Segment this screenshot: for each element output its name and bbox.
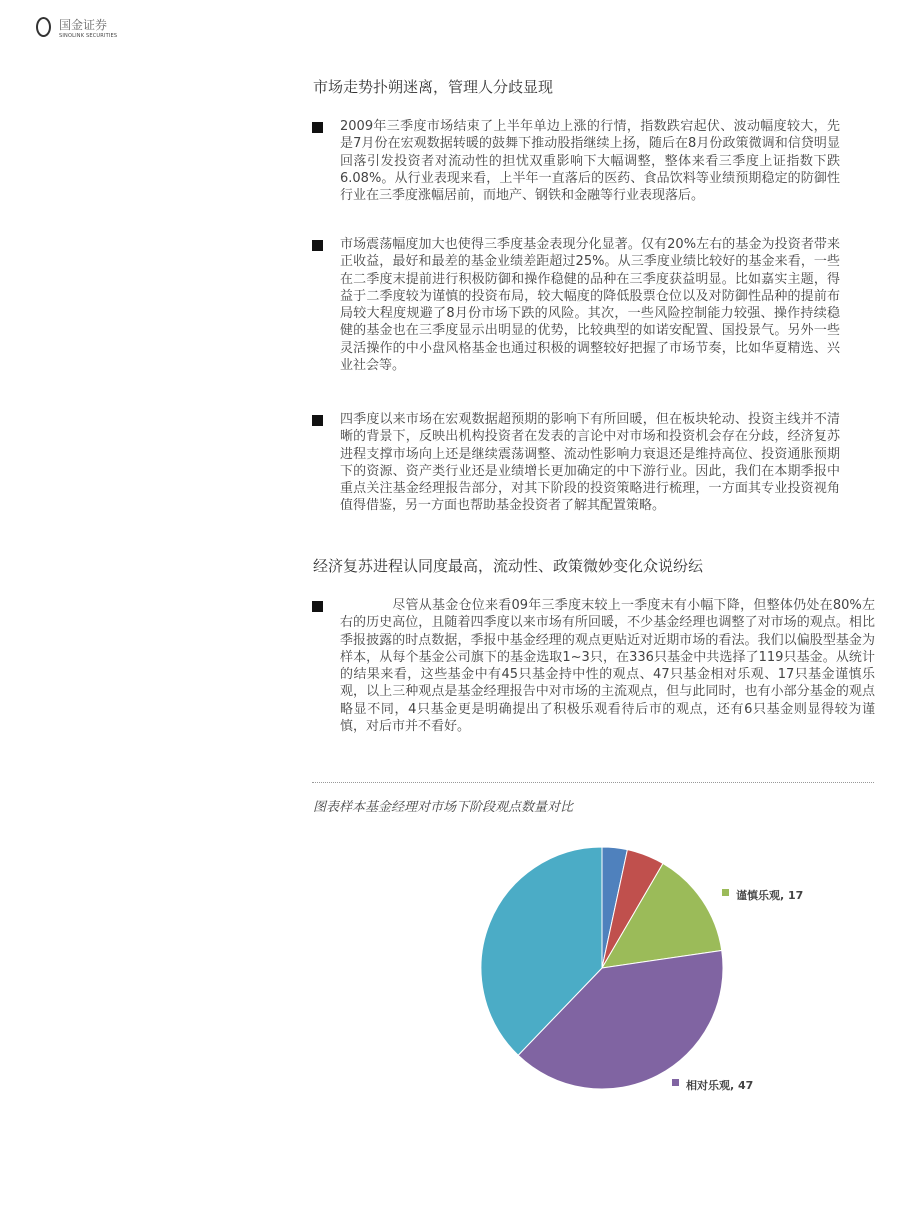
bullet-icon	[312, 240, 323, 251]
bullet-icon	[312, 601, 323, 612]
logo-ring-icon	[36, 17, 51, 37]
logo-english-name: SINOLINK SECURITIES	[59, 33, 118, 39]
section-heading-1: 市场走势扑朔迷离，管理人分歧显现	[313, 78, 554, 96]
section-heading-2: 经济复苏进程认同度最高，流动性、政策微妙变化众说纷纭	[313, 557, 704, 575]
paragraph-3: 四季度以来市场在宏观数据超预期的影响下有所回暖，但在板块轮动、投资主线并不清晰的背景下，反映出机构投资者在发表的言论中对市场和投资机会存在分歧，经济复苏进程支撑市场向上还是继续震荡调整、流动性影响力衰退还是维持高位、投资通胀预期下的资源、资产类行业还是业绩增长更加确定的中下游行业。因此，我们在本期季报中重点关注基金经理报告部分，对其下阶段的投资策略进行梳理，一方面其专业投资视角值得借鉴，另一方面也帮助基金投资者了解其配置策略。	[340, 412, 840, 514]
paragraph-2: 市场震荡幅度加大也使得三季度基金表现分化显著。仅有20%左右的基金为投资者带来正收益，最好和最差的基金业绩差距超过25%。从三季度业绩比较好的基金来看，一些在二季度末提前进行积极防御和操作稳健的品种在三季度获益明显。比如嘉实主题，得益于二季度较为谨慎的投资布局，较大幅度的降低股票仓位以及对防御性品种的提前布局较大程度规避了8月份市场下跌的风险。其次，一些风险控制能力较强、操作持续稳健的基金也在三季度显示出明显的优势，比较典型的如诺安配置、国投景气。另外一些灵活操作的中小盘风格基金也通过积极的调整较好把握了市场节奏，比如华夏精选、兴业社会等。	[340, 237, 840, 374]
paragraph-1: 2009年三季度市场结束了上半年单边上涨的行情，指数跌宕起伏、波动幅度较大，先是7月份在宏观数据转暖的鼓舞下推动股指继续上扬，随后在8月份政策微调和信贷明显回落引发投资者对流动性的担忧双重影响下大幅调整，整体来看三季度上证指数下跌6.08%。从行业表现来看，上半年一直落后的医药、食品饮料等业绩预期稳定的防御性行业在三季度涨幅居前，而地产、钢铁和金融等行业表现落后。	[340, 119, 840, 204]
opinion-pie-chart	[460, 840, 840, 1110]
legend-swatch-3	[722, 889, 729, 896]
legend-swatch-4	[672, 1079, 679, 1086]
data-label-4: 相对乐观, 47	[686, 1079, 754, 1092]
bullet-icon	[312, 122, 323, 133]
paragraph-4-text: 尽管从基金仓位来看09年三季度末较上一季度末有小幅下降，但整体仍处在80%左右的历史高位，且随着四季度以来市场有所回暖，不少基金经理也调整了对市场的观点。相比季报披露的时点数据，季报中基金经理的观点更贴近对近期市场的看法。我们以偏股型基金为样本，从每个基金公司旗下的基金选取1~3只，在336只基金中共选择了119只基金。从统计的结果来看，这些基金中有45只基金持中性的观点、47只基金相对乐观、17只基金谨慎乐观，以上三种观点是基金经理报告中对市场的主流观点，但与此同时，也有小部分基金的观点略显不同，4只基金更是明确提出了积极乐观看待后市的观点，还有6只基金则显得较为谨慎，对后市并不看好。	[340, 598, 875, 735]
chart-caption: 图表样本基金经理对市场下阶段观点数量对比	[313, 800, 574, 815]
logo-chinese-name: 国金证券	[59, 18, 108, 32]
data-label-3: 谨慎乐观, 17	[736, 889, 804, 902]
bullet-icon	[312, 415, 323, 426]
section-divider	[312, 782, 874, 783]
paragraph-4	[340, 597, 875, 735]
